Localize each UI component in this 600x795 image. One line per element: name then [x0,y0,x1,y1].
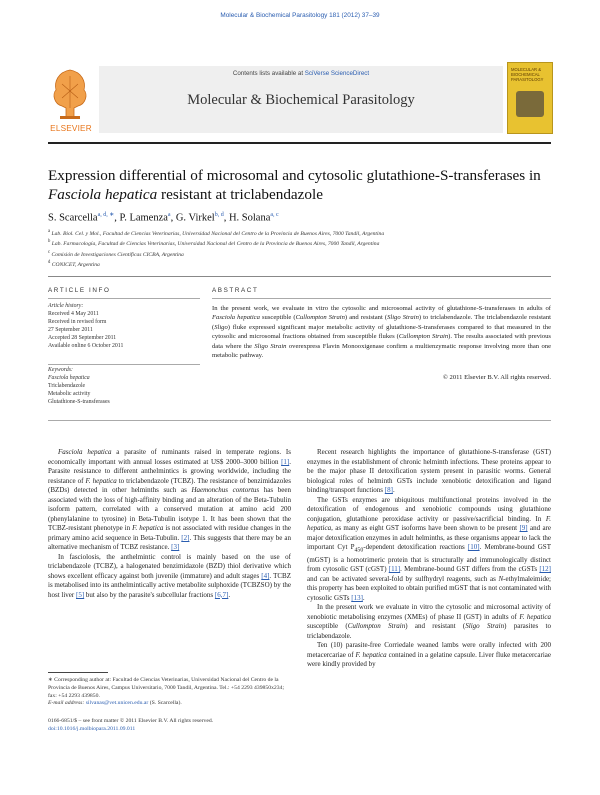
abstract-run: Cullompton Strain [295,314,345,322]
cover-title: MOLECULAR & BIOCHEMICAL PARASITOLOGY [511,67,544,82]
email-link[interactable]: silvanas@vet.unicen.edu.ar [85,700,149,707]
affiliation-item [48,228,551,238]
reference-link[interactable]: [5] [76,590,85,599]
text-run: Haemonchus contortus [191,486,260,494]
keywords-rule [48,364,200,365]
abstract-heading: ABSTRACT [212,287,259,294]
footnote-rule [48,672,108,673]
keyword-item[interactable]: Fasciola hepatica [48,374,90,381]
abstract-copyright: © 2011 Elsevier B.V. All rights reserved. [442,374,551,381]
abstract-run: Cullompton Strain [398,333,449,341]
title-line2: resistant at triclabendazole [157,186,323,203]
author-sup[interactable]: a [167,212,171,218]
author-name[interactable]: H. Solana [228,212,271,224]
corresponding-author-footnote [48,677,291,708]
history-item: Available online 6 October 2011 [48,342,124,349]
abstract-run: ) and resistant ( [344,314,388,322]
reference-link[interactable]: [12] [539,565,551,574]
keyword-item[interactable]: Glutathione-S-transferases [48,398,110,405]
reference-link[interactable]: [2] [181,533,190,542]
issn-line: 0166-6851/$ – see front matter © 2011 Elsevier B.V. All rights reserved. [48,718,214,724]
text-run: . This suggests that there may be an alternative mechanism of TCBZ resistance. [48,533,291,551]
journal-title: Molecular & Biochemical Parasitology [187,92,415,108]
affiliation-text: Lab. Biol. Cel. y Mol., Facultad de Ciencias Veterinarias, Universidad Nacional del Centro de la Provincia de Buenos Aires, 7000 Tandil, Argentina [51,230,385,237]
affiliation-text: Lab. Farmacología, Facultad de Ciencias Veterinarias, Universidad Nacional del Centro de la Provincia de Buenos Aires, 7000 Tandil, Argentina [51,241,380,248]
text-run: F. hepatica [519,612,551,621]
text-run: . TCBZ is metabolised into its anthelmintically active metabolite sulphoxide (TCBZSO) by the host liver [48,571,292,599]
article-history [48,303,200,350]
body-paragraph [307,448,551,496]
affiliation-sup: b [48,239,51,245]
text-run: is not associated with residue changes in the primary amino acid sequence in Beta-Tubulin. [48,524,291,542]
affiliation-sup: d [48,260,51,266]
sciencedirect-link[interactable]: SciVerse ScienceDirect [304,70,370,77]
abstract-run: ) to triclabendazole. The triclabendazole resistant ( [212,314,551,331]
affiliation-item [48,238,551,248]
body-paragraph [48,448,291,553]
title-species: Fasciola hepatica [48,186,158,203]
history-item: Received in revised form [48,318,107,325]
body-paragraph [48,553,291,601]
body-paragraph [307,496,551,604]
text-run: F. hepatica [355,650,387,659]
abstract-text [212,304,551,360]
reference-link[interactable]: [8] [384,486,393,494]
author-sep: , [170,212,176,224]
text-run: and are major detoxification enzymes in adult helminths, as these organisms appear to lack the important Cyt P [307,524,551,551]
text-run: F. hepatica [307,514,551,532]
text-run: F. hepatica [132,524,164,532]
reference-link[interactable]: [6,7] [214,590,229,599]
author-sep: , [114,212,120,224]
text-run: . [392,486,395,494]
text-run: -dependent detoxification reactions [363,543,468,551]
abstract-bottom-rule [48,420,551,421]
publisher-name: ELSEVIER [50,124,92,133]
reference-link[interactable]: [10] [467,543,480,551]
text-run: to triclabendazole (TCBZ). The resistance of benzimidazoles (BZDs) detected in other helminths such as [48,476,291,494]
abstract-run: ). The results associated with previous data where the [212,333,551,350]
text-run: N [498,574,504,583]
text-run: . Parasite resistance to different anthelmintics is growing worldwide, including the resistance of [48,457,291,485]
history-item: 27 September 2011 [48,326,93,333]
history-label: Article history: [48,303,84,309]
author-name[interactable]: G. Virkel [175,212,215,224]
page-footer [48,718,291,734]
author-sup[interactable]: a, c [270,212,279,218]
journal-cover-thumbnail[interactable] [507,62,553,134]
history-item: Received 4 May 2011 [48,310,99,317]
affiliation-text: Comisión de Investigaciones Científicas CICBA, Argentina [51,251,184,258]
doi-link[interactable]: doi:10.1016/j.molbiopara.2011.09.011 [48,725,136,732]
text-run: F. hepatica [85,476,117,485]
keywords [48,367,200,407]
title-line1: Expression differential of microsomal and cytosolic glutathione-S-transferases in [48,167,541,184]
author-name[interactable]: P. Lamenza [119,212,168,224]
keyword-item[interactable]: Metabolic activity [48,390,91,397]
reference-link[interactable]: [3] [171,543,180,551]
text-run: susceptible ( [307,622,348,631]
keyword-item[interactable]: Triclabendazole [48,382,86,389]
abstract-run: Sligo Strain [254,342,287,350]
footnote-text: ∗ Corresponding author at: Facultad de Ciencias Veterinarias, Universidad Nacional del Centro de la Provincia de Buenos Aires, Campus Universitario, 7000 Tandil, Argentina. Tel.: +54 2293 439850x234; fax: +54 2293 439850. [48,677,285,699]
abstract-run: Fasciola hepatica [212,314,260,322]
body-right-column [307,448,551,670]
text-run: contained in a gelatine capsule. Liver fluke metacercariae were kindly provided by [307,650,551,669]
text-run: a parasite of ruminants raised in temperate regions. Is economically important with annual losses estimated at US$ 2000–3000 billion [48,448,291,466]
text-run: In the present work we evaluate in vitro the cytosolic and microsomal activity of xenobiotic metabolising enzymes (XMEs) of phase II (GST) in adults of [307,603,551,621]
text-run: , as many as eight GST isoforms have been shown to be present [331,524,520,532]
reference-link[interactable]: [4] [261,571,270,580]
article-info-heading: ARTICLE INFO [48,287,111,294]
text-run: . Membrane-bound GST differs from the cGSTs [400,565,540,574]
text-run: has been associated with the loss of high-affinity binding and an alteration of the Beta-Tubulin isoform pattern, correlated with a conserved mutation at amino acid 200 (phenylalanine to tyrosine) in Beta-Tubulin isotype 1. It has been shown that the TCBZ-resistant phenotype in [48,486,291,532]
body-paragraph [307,603,551,641]
text-run: Ten (10) parasite-free Corriedale weaned lambs were orally infected with 200 metacercariae of [307,641,551,659]
cover-artwork [516,91,544,117]
contents-prefix: Contents lists available at [232,70,305,77]
abstract-run: Sligo Strain [387,314,419,322]
affiliation-text: CONICET, Argentina [51,262,100,269]
article-info-rule [48,298,200,299]
affiliation-item [48,249,551,259]
text-run: Cullompton Strain [347,622,406,631]
author-sep: , [223,212,229,224]
affiliation-item [48,259,551,269]
footnote-email-line [48,700,291,708]
email-label: E-mail address: [48,700,86,707]
text-run: Sligo Strain [465,622,505,631]
abstract-run: susceptible ( [259,314,296,322]
text-run: Recent research highlights the importance of glutathione-S-transferase (GST) enzymes in the establishment of chronic helminth infections. These proteins appear to be the major phase II detoxification system present in parasitic worms. General biological roles of helminth GSTs include xenobiotic detoxification and ligand binding/transport functions [307,448,551,494]
text-run: 450 [354,547,364,554]
history-item: Accepted 28 September 2011 [48,334,117,341]
text-run: ) and resistant ( [405,622,466,631]
abstract-run: Sligo [214,323,228,331]
text-run: but also by the parasite's subcellular fractions [84,590,215,599]
affiliation-rule [48,276,551,277]
affiliation-sup: a [48,229,51,234]
body-left-column [48,448,291,600]
body-paragraph [307,641,551,670]
header-rule [48,142,551,144]
reference-link[interactable]: [11] [388,565,401,574]
text-run: . Membrane-bound GST (mGST) is a homotrimeric protein that is structurally and immunologically distinct from cytosolic GST (cGST) [307,543,551,574]
text-run: . [362,593,365,602]
abstract-rule [212,298,551,299]
journal-citation[interactable]: Molecular & Biochemical Parasitology 181 (2012) 37–39 [220,12,380,19]
text-run: -ethylmaleimide; this property has been exploited to obtain purified mGST that is not contaminated with cytosolic GSTs [307,574,551,602]
author-name[interactable]: S. Scarcella [48,212,98,224]
affiliation-sup: c [48,249,51,255]
contents-line [99,70,503,77]
text-run: Fasciola hepatica [58,448,112,456]
abstract-run: In the present work, we evaluate in vitro the cytosolic and microsomal activity of glutathione-S-transferases in adults of [212,305,551,312]
keywords-label: Keywords: [48,367,73,373]
reference-link[interactable]: [9] [519,524,528,532]
reference-link[interactable]: [13] [351,593,363,602]
reference-link[interactable]: [1] [281,457,290,466]
text-run: ) parasites to triclabendazole. [307,622,551,640]
affiliations [48,228,551,270]
text-run: The GSTs enzymes are ubiquitous multifunctional proteins involved in the detoxification of endogenous and xenobiotic compounds using glutathione conjugation, glutathione peroxidase activity or passive/sacrificial binding. In [307,495,551,523]
author-list [48,211,279,224]
elsevier-tree-logo [48,64,92,122]
text-run: In fasciolosis, the anthelmintic control is mainly based on the use of triclabendazole (TCBZ), a halogenated benzimidazole (BZD) thiol derivative which shows excellent efficacy against both juvenile (immature) and adult stages [48,552,291,580]
author-sup[interactable]: a, d, ∗ [97,212,115,218]
text-run: and can be activated several-fold by sulfhydryl reagents, such as [307,574,499,583]
abstract-run: ) fluke expressed significant major metabolic activity of glutathione-S-transferases compared to that measured in the cytosolic and microsomal fractions obtained from susceptible flukes ( [212,323,551,341]
text-run: . [228,590,231,599]
article-title [48,166,558,204]
author-sup[interactable]: b, d [214,212,224,218]
abstract-run: overexpress Flavin Monooxigenase confirm a multienzymatic response involving more than one metabolic pathway. [212,342,551,360]
email-suffix: (S. Scarcella). [148,700,182,707]
